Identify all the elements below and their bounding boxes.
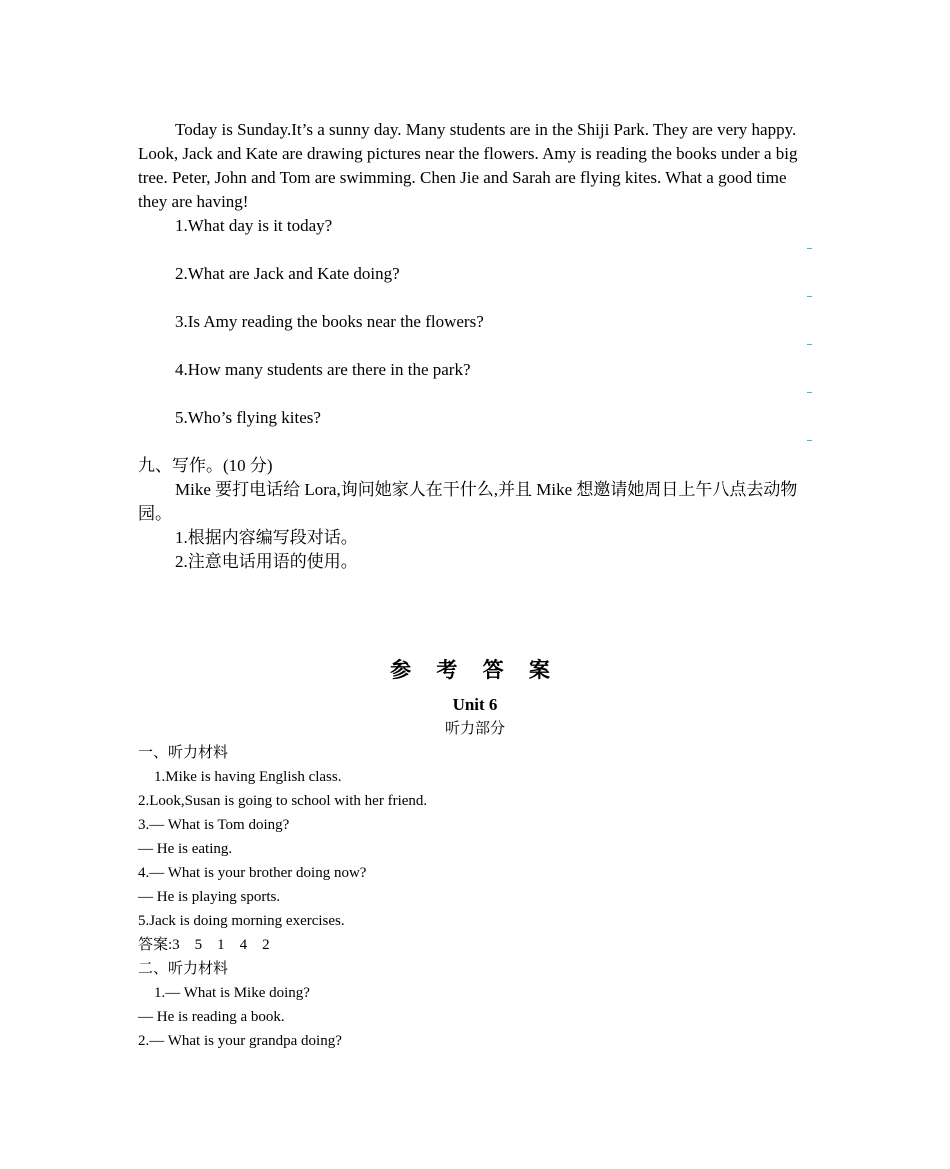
question-5 [175, 406, 812, 430]
answer-line: 二、听力材料 [138, 961, 229, 977]
question-4 [175, 358, 812, 382]
question-text: 3.Is Amy reading the books near the flowers? [175, 312, 484, 331]
writing-requirement-1: 1.根据内容编写段对话。 [175, 528, 358, 547]
answer-key-title: 参 考 答 案 [390, 658, 560, 682]
writing-heading: 九、写作。(10 分) [138, 456, 273, 475]
answer-line: 1.— What is Mike doing? [154, 985, 310, 1001]
question-text: 1.What day is it today? [175, 216, 333, 235]
question-1 [175, 214, 812, 238]
answer-line: 1.Mike is having English class. [154, 769, 342, 785]
answer-line: 3.— What is Tom doing? [138, 817, 290, 833]
answer-blank [807, 344, 812, 346]
answer-blank [807, 392, 812, 394]
answer-key [138, 741, 812, 1053]
answer-line: 2.Look,Susan is going to school with her friend. [138, 793, 428, 809]
answer-line: 一、听力材料 [138, 745, 229, 761]
reading-passage: Today is Sunday.It’s a sunny day. Many students are in the Shiji Park. They are very happy. Look, Jack and Kate are drawing pictures near the flowers. Amy is reading the books under a big tree. Peter, John and Tom are swimming. Chen Jie and Sarah are flying kites. What a good time they are having! [138, 120, 798, 211]
question-text: 2.What are Jack and Kate doing? [175, 264, 400, 283]
question-2 [175, 262, 812, 286]
answer-blank [807, 440, 812, 442]
answer-line: 答案:3 5 1 4 2 [138, 937, 270, 953]
writing-requirement-2: 2.注意电话用语的使用。 [175, 552, 358, 571]
answer-line: 5.Jack is doing morning exercises. [138, 913, 345, 929]
answer-blank [807, 296, 812, 298]
question-text: 4.How many students are there in the park? [175, 360, 471, 379]
unit-title: Unit 6 [452, 695, 498, 714]
answer-line: — He is eating. [138, 841, 233, 857]
answer-line: 2.— What is your grandpa doing? [138, 1033, 342, 1049]
answer-line: 4.— What is your brother doing now? [138, 865, 367, 881]
reading-section [138, 118, 812, 574]
answer-blank [807, 248, 812, 250]
answer-line: — He is playing sports. [138, 889, 281, 905]
answer-line: — He is reading a book. [138, 1009, 285, 1025]
section-subtitle: 听力部分 [444, 721, 505, 737]
writing-prompt: Mike 要打电话给 Lora,询问她家人在干什么,并且 Mike 想邀请她周日上午八点去动物园。 [138, 480, 798, 523]
question-text: 5.Who’s flying kites? [175, 408, 321, 427]
question-3 [175, 310, 812, 334]
